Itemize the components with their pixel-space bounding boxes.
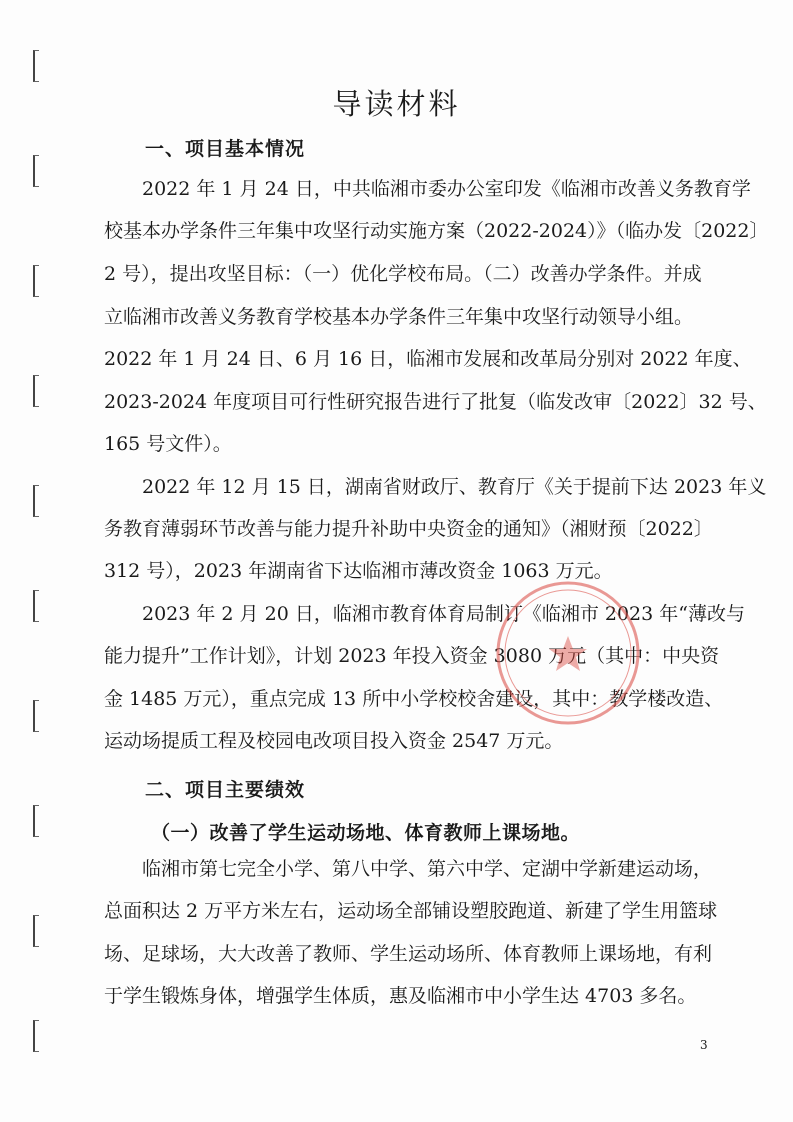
binding-mark [33, 590, 39, 622]
paragraph-line: 总面积达 2 万平方米左右，运动场全部铺设塑胶跑道、新建了学生用篮球 [104, 900, 718, 922]
binding-mark [33, 50, 39, 82]
paragraph-line: 2 号），提出攻坚目标：（一）优化学校布局。（二）改善办学条件。并成 [104, 263, 702, 285]
document-title: 导读材料 [332, 87, 461, 121]
paragraph-line: 312 号），2023 年湖南省下达临湘市薄改资金 1063 万元。 [104, 560, 613, 582]
paragraph-line: 165 号文件）。 [104, 433, 232, 455]
paragraph-line: 金 1485 万元），重点完成 13 所中小学校校舍建设，其中：教学楼改造、 [104, 688, 724, 710]
paragraph-line: 2022 年 1 月 24 日、6 月 16 日，临湘市发展和改革局分别对 2022 年度、 [104, 348, 752, 370]
paragraph-line: 于学生锻炼身体，增强学生体质，惠及临湘市中小学生达 4703 多名。 [104, 985, 697, 1007]
paragraph-line: 2022 年 1 月 24 日，中共临湘市委办公室印发《临湘市改善义务教育学 [142, 178, 751, 200]
binding-mark [33, 915, 39, 947]
binding-mark [33, 805, 39, 837]
paragraph-line: 场、足球场，大大改善了教师、学生运动场所、体育教师上课场地，有利 [104, 943, 713, 965]
page-number: 3 [700, 1038, 708, 1052]
subsection-heading: （一）改善了学生运动场地、体育教师上课场地。 [151, 822, 581, 844]
paragraph-line: 校基本办学条件三年集中攻坚行动实施方案（2022-2024）》（临办发〔2022〕 [104, 220, 769, 242]
binding-mark [33, 700, 39, 732]
paragraph-line: 临湘市第七完全小学、第八中学、第六中学、定湖中学新建运动场， [142, 858, 713, 880]
paragraph-line: 2023-2024 年度项目可行性研究报告进行了批复（临发改审〔2022〕32 号、 [104, 391, 767, 413]
section-heading: 一、项目基本情况 [145, 138, 306, 160]
binding-mark [33, 485, 39, 517]
binding-mark [33, 1020, 39, 1052]
binding-mark [33, 375, 39, 407]
paragraph-line: 2022 年 12 月 15 日，湖南省财政厅、教育厅《关于提前下达 2023 年义 [142, 476, 767, 498]
paragraph-line: 能力提升”工作计划》，计划 2023 年投入资金 3080 万元（其中：中央资 [104, 645, 720, 667]
paragraph-line: 务教育薄弱环节改善与能力提升补助中央资金的通知》（湘财预〔2022〕 [104, 518, 713, 540]
binding-mark [33, 155, 39, 187]
section-heading: 二、项目主要绩效 [145, 779, 306, 801]
paragraph-line: 2023 年 2 月 20 日，临湘市教育体育局制订《临湘市 2023 年“薄改与 [142, 603, 745, 625]
binding-mark [33, 265, 39, 297]
paragraph-line: 运动场提质工程及校园电改项目投入资金 2547 万元。 [104, 730, 564, 752]
paragraph-line: 立临湘市改善义务教育学校基本办学条件三年集中攻坚行动领导小组。 [104, 306, 694, 328]
official-seal-icon [493, 578, 643, 728]
